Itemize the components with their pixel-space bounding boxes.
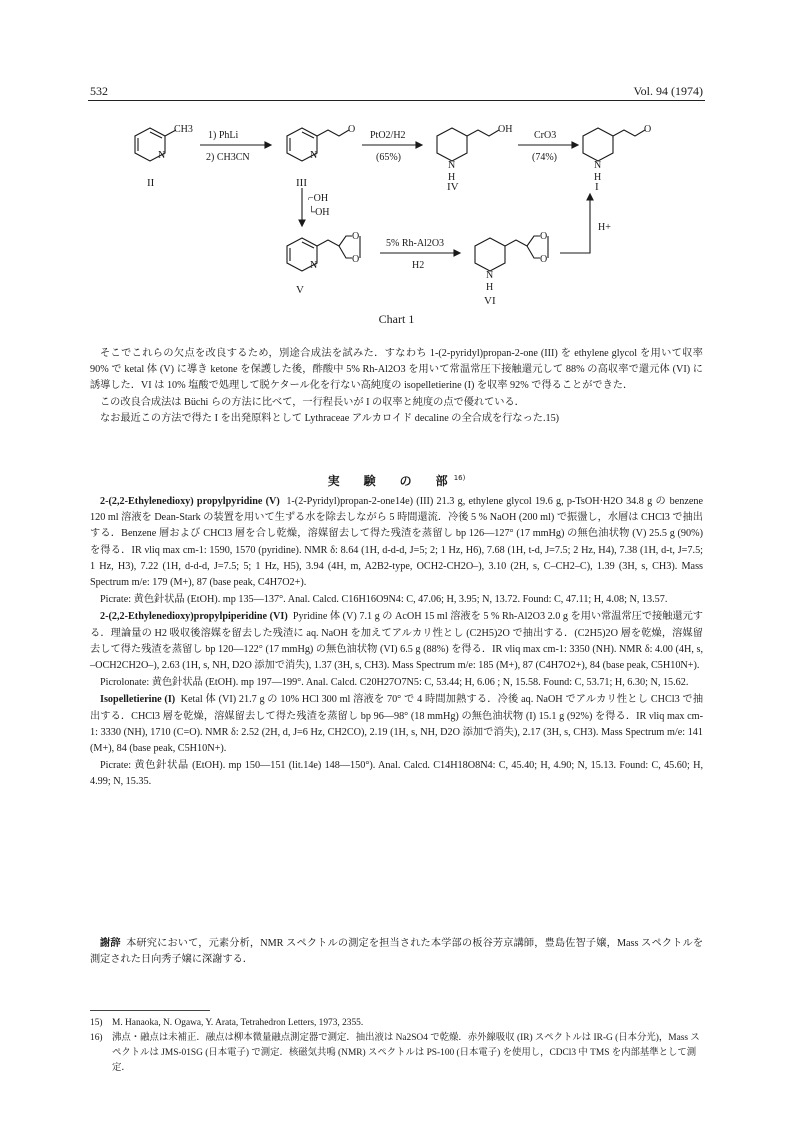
footnote-15 [90, 1016, 703, 1031]
compound-iv-structure [437, 128, 499, 161]
footnote-text: M. Hanaoka, N. Ogawa, Y. Arata, Tetrahedron Letters, 1973, 2355. [112, 1018, 364, 1028]
experimental-heading-text: 実 験 の 部 [327, 474, 454, 488]
reagent-step4-a: ⌐OH [308, 193, 329, 204]
label-o-v-bottom: O [352, 254, 360, 265]
exp-entry-v [90, 494, 703, 591]
header-rule [88, 100, 705, 101]
label-compound-v: V [296, 284, 304, 296]
compound-vi-structure [475, 236, 548, 271]
acknowledgement-text: 本研究において，元素分析，NMR スペクトルの測定を担当された本学部の板谷芳京講師，豊島佐智子嬢，Mass スペクトルを測定された日向秀子嬢に深謝する． [90, 938, 704, 966]
reagent-step4-b: └OH [308, 207, 330, 218]
compound-name-i: Isopelletierine (I) [100, 694, 176, 706]
reagent-step5-bottom: H2 [412, 260, 425, 271]
label-h-i: H [594, 172, 602, 183]
scheme-caption: Chart 1 [378, 312, 415, 326]
compound-name-vi: 2-(2,2-Ethylenedioxy)propylpiperidine (VI) [100, 611, 288, 623]
acknowledgement [90, 936, 703, 968]
compound-v-structure [287, 236, 360, 271]
note-i: Picrate: 黄色針状晶 (EtOH). mp 150—151 (lit.14e) 148—150°). Anal. Calcd. C14H18O8N4: C, 45.40; H, 4.90; N, 15.13. Found: C, 45.60; H, 4.99; N, 15.35. [90, 760, 703, 788]
procedure-i: Ketal 体 (VI) 21.7 g の 10% HCl 300 ml 溶液を 70° で 4 時間加熱する．冷後 aq. NaOH でアルカリ性とし CHCl3 で抽出する．CHCl3 層を乾燥，溶媒留去して得た残渣を蒸留し bp 96—98° (18 mmHg) の無色油状物 (I) 15.1 g (92%) を得る．IR νliq max cm-1: 3330 (NH), 1710 (C=O). NMR δ: 2.52 (2H, d, J=6 Hz, CH2CO), 2.19 (1H, s, NH, D2O 添加で消失), 2.17 (3H, s, CH3). Mass Spectrum m/e: 141 (M+), 84 (base peak, C5H10N+). [90, 694, 704, 755]
exp-entry-vi [90, 609, 703, 674]
compound-ii-structure [135, 128, 176, 161]
reagent-step2-bottom: (65%) [376, 152, 401, 163]
experimental-heading-ref: 16) [453, 474, 466, 482]
page-number: 532 [90, 84, 108, 98]
volume-label: Vol. 94 (1974) [633, 84, 703, 98]
label-compound-i: I [595, 181, 599, 193]
footnote-number: 15) [90, 1018, 103, 1028]
label-h-vi: H [486, 282, 494, 293]
intro-section [90, 346, 703, 427]
label-h-iv: H [448, 172, 456, 183]
label-n-ii: N [158, 150, 166, 161]
label-compound-iii: III [296, 177, 307, 189]
label-compound-vi: VI [484, 295, 496, 307]
reagent-step3-bottom: (74%) [532, 152, 557, 163]
footnote-rule [90, 1010, 210, 1011]
label-compound-ii: II [147, 177, 155, 189]
label-o-vi-bottom: O [540, 254, 548, 265]
label-o-v-top: O [352, 231, 360, 242]
label-oh-iv: OH [498, 124, 513, 135]
experimental-section [90, 494, 703, 792]
note-vi: Picrolonate: 黄色針状晶 (EtOH). mp 197—199°. Anal. Calcd. C20H27O7N5: C, 53.44; H, 6.06 ; N, 15.58. Found: C, 53.71; H, 6.30; N, 15.62. [100, 677, 689, 689]
reagent-step2-top: PtO2/H2 [370, 130, 406, 141]
intro-paragraph-3: なお最近この方法で得た I を出発原料として Lythraceae アルカロイド decaline の全合成を行なった.15) [100, 412, 560, 424]
arrow-step6 [560, 200, 590, 253]
footnote-16 [90, 1031, 703, 1076]
reagent-step5-top: 5% Rh-Al2O3 [386, 238, 445, 249]
label-n-vi: N [486, 270, 494, 281]
compound-name-v: 2-(2,2-Ethylenedioxy) propylpyridine (V) [100, 496, 280, 507]
label-n-i: N [594, 160, 602, 171]
footnote-number: 16) [90, 1033, 103, 1043]
label-compound-iv: IV [447, 181, 459, 193]
label-o-iii: O [348, 124, 356, 135]
reagent-step1-top: 1) PhLi [208, 130, 239, 141]
procedure-vi: Pyridine 体 (V) 7.1 g の AcOH 15 ml 溶液を 5 % Rh-Al2O3 2.0 g を用い常温常圧で接触還元する．理論量の H2 吸収後溶媒を留去した残渣に aq. NaOH を加えてアルカリ性とし (C2H5)2O で抽出する．(C2H5)2O 層を乾燥，溶媒留去して得た残渣を蒸留し bp 120—122° (17 mmHg) の無色油状物 (VI) 6.5 g (88%) を得る．IR νliq max cm-1: 3350 (NH). NMR δ: 4.00 (4H, s, –OCH2CH2O–), 2.63 (1H, s, NH, D2O 添加で消失), 1.37 (3H, s, CH3). Mass Spectrum m/e: 185 (M+), 87 (C4H7O2+), 84 (base peak, C5H10N+). [90, 611, 703, 672]
footnotes [90, 1016, 703, 1076]
compound-iii-structure [287, 128, 349, 161]
label-o-vi-top: O [540, 231, 548, 242]
procedure-v: 1-(2-Pyridyl)propan-2-one14e) (III) 21.3 g, ethylene glycol 19.6 g, p-TsOH·H2O 34.8 g の benzene 120 ml 溶液を Dean-Stark の装置を用いて生ずる水を除去しながら 5 時間還流．冷後 5 % NaOH (200 ml) で振盪し，水層は CHCl3 で抽出する．Benzene 層および CHCl3 層を合し乾燥，溶媒留去して得た残渣を蒸留し bp 126—127° (17 mmHg) の無色油状物 (V) 25.5 g (90%) を得る．IR νliq max cm-1: 1590, 1570 (pyridine). NMR δ: 8.64 (1H, d-d-d, J=5; 2; 1 Hz, H6), 7.68 (1H, t-d, J=7.5; 2 Hz, H4), 7.38 (1H, d-t, J=7.5; 1 Hz, H3), 7.22 (1H, d-d-d, J=7.5; 5; 1 Hz, H5), 3.94 (4H, m, A2B2-type, OCH2-CH2O–), 3.10 (2H, s, C–CH2–C), 1.39 (3H, s, CH3). Mass Spectrum m/e: 179 (M+), 87 (base peak, C4H7O2+). [90, 496, 704, 589]
label-ch3: CH3 [174, 124, 193, 135]
label-n-iv: N [448, 160, 456, 171]
experimental-heading [0, 472, 793, 489]
label-n-iii: N [310, 150, 318, 161]
note-v: Picrate: 黄色針状晶 (EtOH). mp 135—137°. Anal. Calcd. C16H16O9N4: C, 47.06; H, 3.95; N, 13.72. Found: C, 47.11; H, 4.08; N, 13.57. [100, 594, 668, 606]
compound-i-structure [583, 128, 645, 161]
footnote-text: 沸点・融点は未補正．融点は柳本微量融点測定器で測定．抽出液は Na2SO4 で乾燥．赤外線吸収 (IR) スペクトルは IR-G (日本分光)，Mass スペクトルは JMS-01SG (日本電子) で測定．核磁気共鳴 (NMR) スペクトルは PS-100 (日本電子) を使用し，CDCl3 中 TMS を内部基準として測定． [112, 1033, 700, 1073]
exp-entry-i [90, 692, 703, 757]
reagent-step1-bottom: 2) CH3CN [206, 152, 250, 163]
intro-paragraph-1: そこでこれらの欠点を改良するため，別途合成法を試みた．すなわち 1-(2-pyridyl)propan-2-one (III) を ethylene glycol を用いて収率 90% で ketal 体 (V) に導き ketone を保護した後，酢酸中 5% Rh-Al2O3 を用いて常温常圧下接触還元して 88% の高収率で還元体 (VI) に誘導した．VI は 10% 塩酸で処理して脱ケタール化を行ない高純度の isopelletierine (I) を収率 92% で得ることができた． [90, 348, 703, 392]
label-o-i: O [644, 124, 652, 135]
reagent-step3-top: CrO3 [534, 130, 557, 141]
label-n-v: N [310, 260, 318, 271]
intro-paragraph-2: この改良合成法は Büchi らの方法に比べて，一行程長いが I の収率と純度の点で優れている． [100, 396, 525, 408]
reagent-step6: H+ [598, 222, 611, 233]
reaction-scheme [90, 108, 690, 308]
acknowledgement-label: 謝辞 [100, 938, 121, 949]
